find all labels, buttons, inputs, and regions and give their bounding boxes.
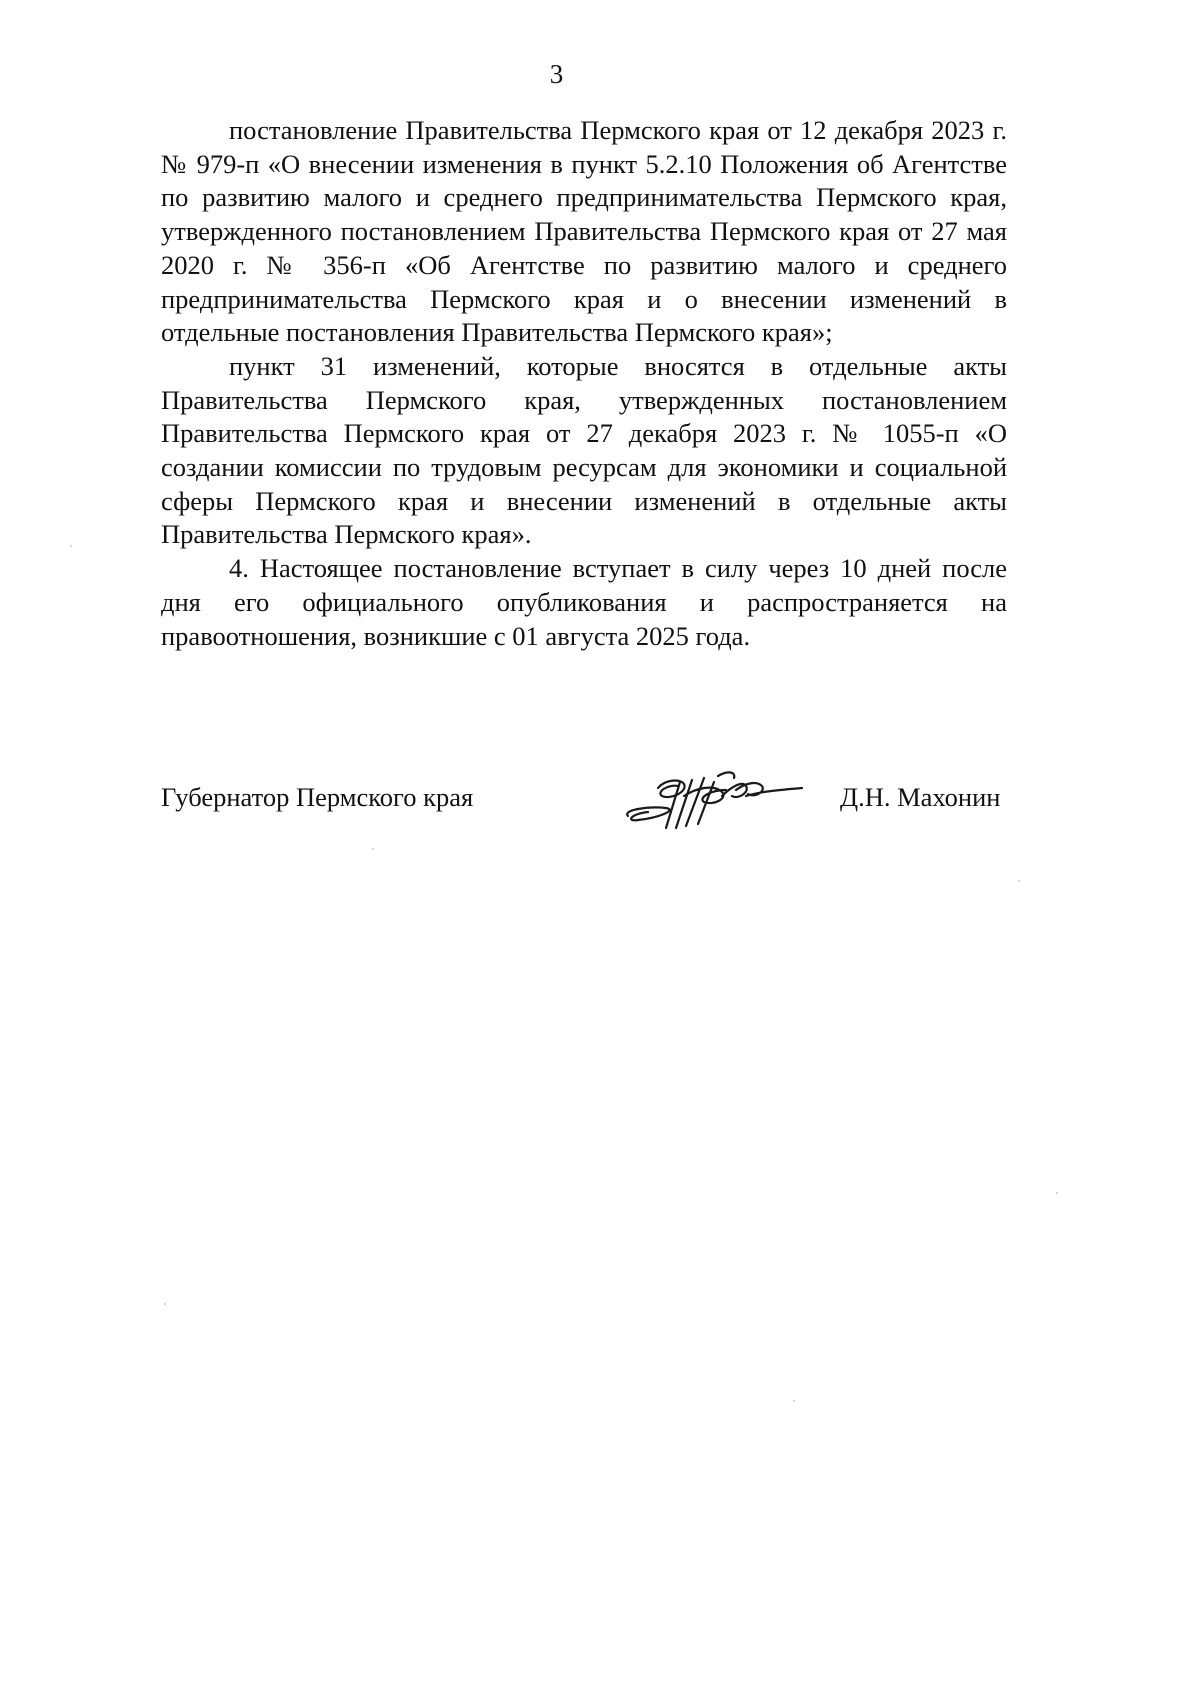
- signatory-title: Губернатор Пермского края: [161, 782, 474, 812]
- scan-speck: [793, 1400, 795, 1402]
- scan-speck: [1056, 1192, 1058, 1194]
- page-number: 3: [549, 59, 564, 89]
- scan-speck: [70, 545, 72, 547]
- signatory-name: Д.Н. Махонин: [840, 782, 1001, 812]
- scan-speck: [1018, 880, 1020, 882]
- scan-speck: [164, 1303, 166, 1305]
- document-body: [161, 114, 1007, 653]
- paragraph-resolution-979: постановление Правительства Пермского края от 12 декабря 2023 г. № 979-п «О внесении изменения в пункт 5.2.10 Положения об Агентстве по развитию малого и среднего предпринимательства Пермского края, утвержденного постановлением Правительства Пермского края от 27 мая 2020 г. № 356-п «Об Агентстве по развитию малого и среднего предпринимательства Пермского края и о внесении изменений в отдельные постановления Правительства Пермского края»;: [161, 115, 1007, 348]
- handwritten-signature: [618, 766, 808, 836]
- paragraph-effective-date: 4. Настоящее постановление вступает в силу через 10 дней после дня его официального опубликования и распространяется на правоотношения, возникшие с 01 августа 2025 года.: [161, 553, 1007, 651]
- scan-speck: [372, 848, 374, 850]
- paragraph-clause-31: пункт 31 изменений, которые вносятся в отдельные акты Правительства Пермского края, утвержденных постановлением Правительства Пермского края от 27 декабря 2023 г. № 1055-п «О создании комиссии по трудовым ресурсам для экономики и социальной сферы Пермского края и внесении изменений в отдельные акты Правительства Пермского края».: [161, 350, 1007, 550]
